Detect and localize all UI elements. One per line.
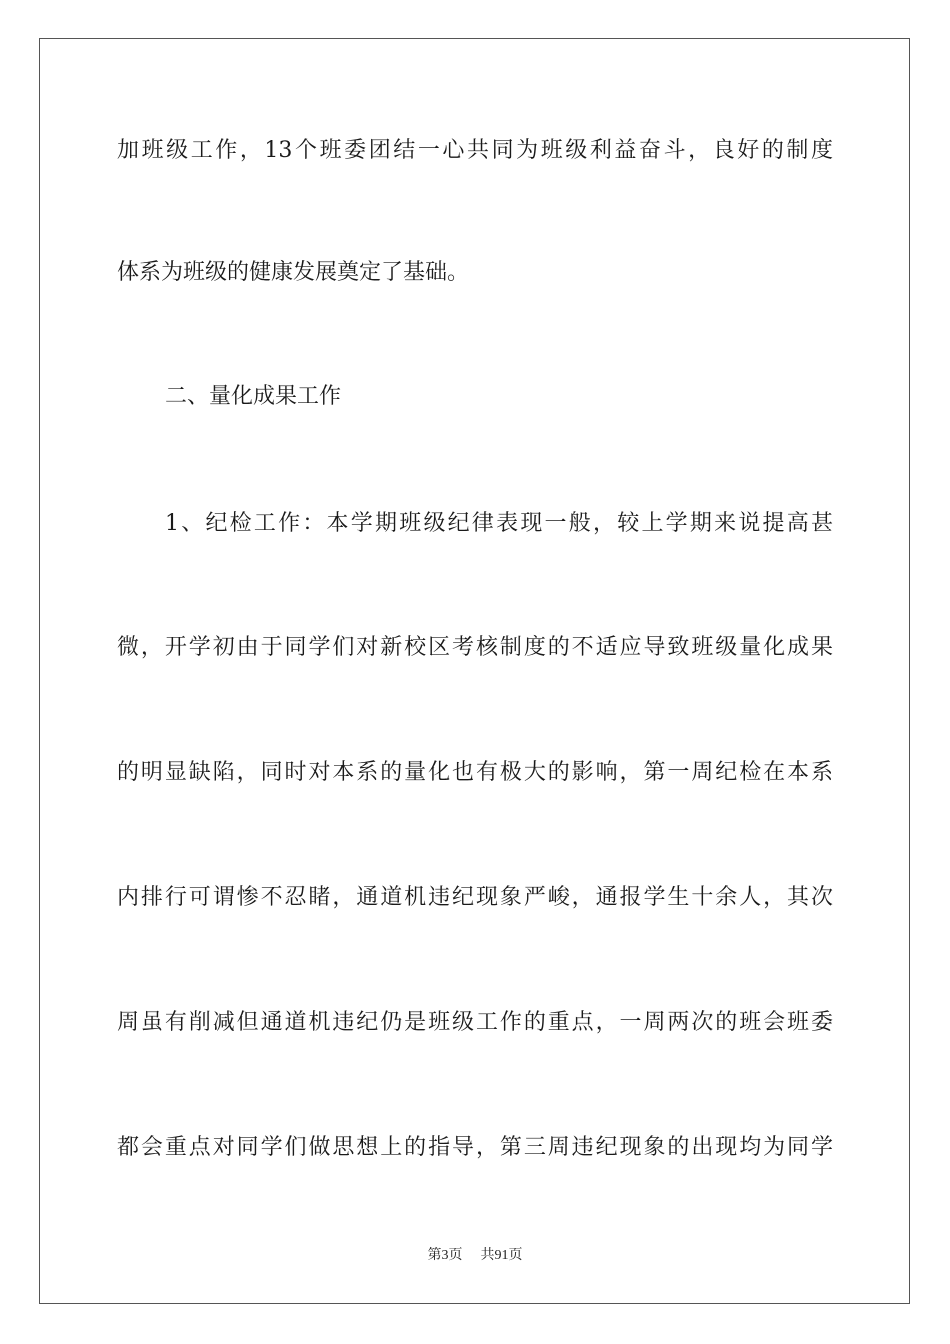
paragraph-line-3: 1、纪检工作：本学期班级纪律表现一般，较上学期来说提高甚 — [165, 511, 833, 536]
page-footer — [0, 1246, 950, 1266]
page-border — [39, 38, 910, 1304]
page-number-current: 第3页 — [427, 1248, 463, 1263]
paragraph-line-7: 周虽有削减但通道机违纪仍是班级工作的重点，一周两次的班会班委 — [117, 1010, 833, 1035]
paragraph-line-2: 体系为班级的健康发展奠定了基础。 — [117, 260, 470, 285]
page-number-total: 共91页 — [480, 1248, 523, 1263]
section-heading: 二、量化成果工作 — [165, 384, 342, 409]
paragraph-line-5: 的明显缺陷，同时对本系的量化也有极大的影响，第一周纪检在本系 — [117, 760, 833, 785]
paragraph-line-4: 微，开学初由于同学们对新校区考核制度的不适应导致班级量化成果 — [117, 635, 833, 660]
paragraph-line-1: 加班级工作，13个班委团结一心共同为班级利益奋斗，良好的制度 — [117, 138, 833, 163]
paragraph-line-6: 内排行可谓惨不忍睹，通道机违纪现象严峻，通报学生十余人，其次 — [117, 885, 833, 910]
paragraph-line-8: 都会重点对同学们做思想上的指导，第三周违纪现象的出现均为同学 — [117, 1135, 833, 1160]
